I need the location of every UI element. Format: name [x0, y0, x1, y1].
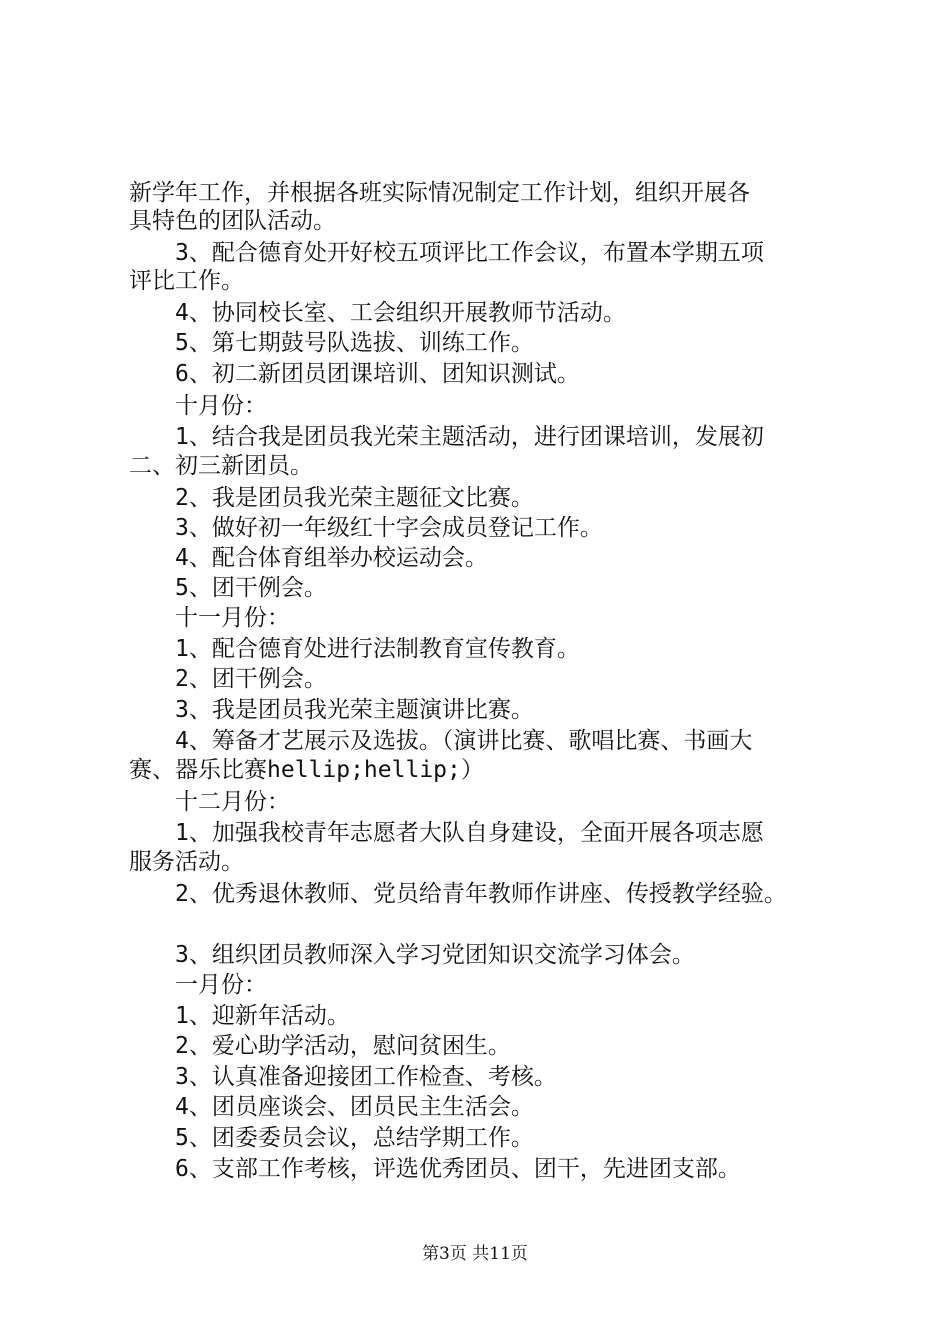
list-item: 5、第七期鼓号队选拔、训练工作。 [175, 330, 534, 356]
list-item: 4、协同校长室、工会组织开展教师节活动。 [175, 300, 626, 326]
list-item: 3、组织团员教师深入学习党团知识交流学习体会。 [175, 942, 695, 968]
body-text-line: 具特色的团队活动。 [129, 208, 336, 234]
list-item: 1、配合德育处进行法制教育宣传教育。 [175, 636, 580, 662]
body-text-line: 二、初三新团员。 [129, 453, 313, 479]
list-item: 3、配合德育处开好校五项评比工作会议，布置本学期五项 [175, 240, 764, 266]
body-text-line: 服务活动。 [129, 849, 244, 875]
section-heading: 十月份： [175, 393, 267, 419]
list-item: 5、团干例会。 [175, 575, 327, 601]
list-item: 4、团员座谈会、团员民主生活会。 [175, 1094, 534, 1120]
list-item: 6、初二新团员团课培训、团知识测试。 [175, 361, 580, 387]
list-item: 3、做好初一年级红十字会成员登记工作。 [175, 515, 603, 541]
body-text-line: 赛、器乐比赛hellip;hellip;） [129, 757, 484, 783]
body-text-line: 新学年工作，并根据各班实际情况制定工作计划，组织开展各 [129, 180, 750, 206]
list-item: 3、认真准备迎接团工作检查、考核。 [175, 1064, 557, 1090]
list-item: 3、我是团员我光荣主题演讲比赛。 [175, 697, 534, 723]
body-text-line: 评比工作。 [129, 268, 244, 294]
section-heading: 一月份： [175, 972, 267, 998]
list-item: 4、配合体育组举办校运动会。 [175, 545, 488, 571]
list-item: 5、团委委员会议，总结学期工作。 [175, 1125, 534, 1151]
section-heading: 十二月份： [175, 789, 290, 815]
list-item: 1、迎新年活动。 [175, 1003, 350, 1029]
list-item: 6、支部工作考核，评选优秀团员、团干，先进团支部。 [175, 1156, 741, 1182]
list-item: 1、加强我校青年志愿者大队自身建设，全面开展各项志愿 [175, 820, 764, 846]
list-item: 2、优秀退休教师、党员给青年教师作讲座、传授教学经验。 [175, 881, 787, 907]
list-item: 2、爱心助学活动，慰问贫困生。 [175, 1033, 511, 1059]
section-heading: 十一月份： [175, 605, 290, 631]
list-item: 2、团干例会。 [175, 666, 327, 692]
list-item: 2、我是团员我光荣主题征文比赛。 [175, 485, 534, 511]
list-item: 4、筹备才艺展示及选拔。（演讲比赛、歌唱比赛、书画大 [175, 728, 753, 754]
list-item: 1、结合我是团员我光荣主题活动，进行团课培训，发展初 [175, 424, 764, 450]
page-number-footer: 第3页 共11页 [422, 1244, 528, 1264]
